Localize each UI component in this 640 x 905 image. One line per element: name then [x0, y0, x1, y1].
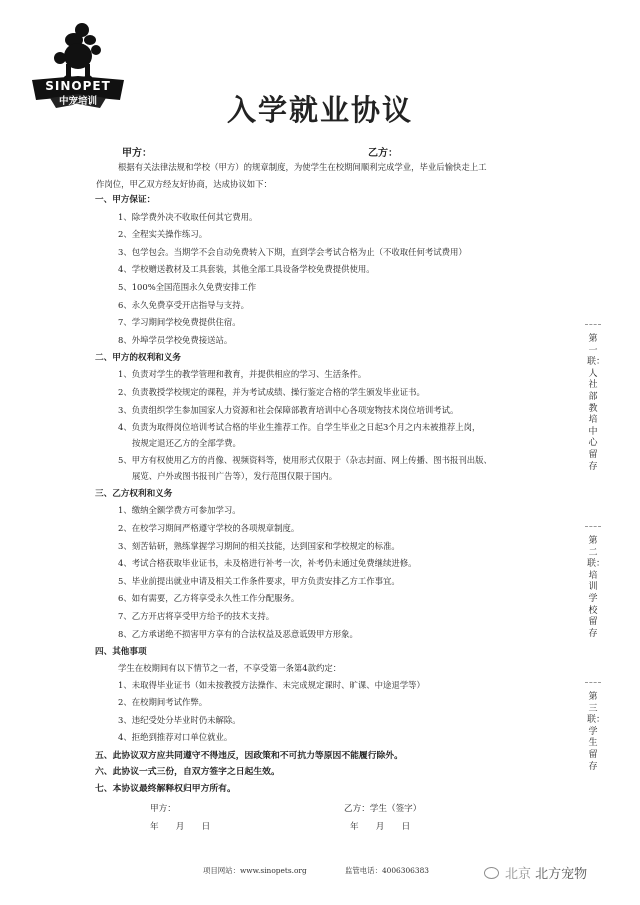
- watermark-city: 北京: [505, 867, 532, 882]
- clause-line: 3、包学包会。当期学不会自动免费转入下期，直到学会考试合格为止（不收取任何考试费用）: [118, 246, 467, 257]
- signature-date-a: 年 月 日: [150, 822, 211, 832]
- closing-clause: 七、本协议最终解释权归甲方所有。: [95, 783, 236, 794]
- logo-brand-en: SINOPET: [45, 79, 111, 93]
- logo-brand-cn: 中宠培训: [58, 96, 97, 107]
- clause-line: 2、全程实关操作练习。: [118, 229, 208, 240]
- party-a-label: 甲方：: [122, 148, 152, 159]
- intro-line: 根据有关法律法规和学校（甲方）的规章制度，为使学生在校期间顺利完成学业，毕业后愉快走上工: [118, 162, 487, 172]
- clause-line: 5、毕业前提出就业申请及相关工作条件要求，甲方负责安排乙方工作事宜。: [118, 575, 400, 586]
- clause-line: 3、负责组织学生参加国家人力资源和社会保障部教育培训中心各项宠物技术岗位培训考试。: [118, 404, 459, 415]
- party-b-label: 乙方：: [368, 148, 398, 159]
- section-heading: 一、甲方保证：: [95, 195, 156, 205]
- clause-line: 2、在校期间考试作弊。: [118, 697, 208, 708]
- clause-line: 7、学习期间学校免费提供住宿。: [118, 317, 241, 328]
- footer-website: 项目网站：www.sinopets.org: [203, 866, 307, 875]
- watermark: [484, 863, 587, 882]
- clause-line: 3、刻苦钻研，熟练掌握学习期间的相关技能，达到国家和学校规定的标准。: [118, 540, 400, 551]
- clause-line: 2、负责教授学校规定的课程，并为考试成绩、操行鉴定合格的学生颁发毕业证书。: [118, 386, 425, 397]
- clause-line: 6、永久免费享受开店指导与支持。: [118, 299, 249, 310]
- clause-line: 展览、户外或图书报刊广告等），发行范围仅限于国内。: [132, 470, 338, 481]
- clause-line: 6、如有需要，乙方将享受永久性工作分配服务。: [118, 593, 300, 604]
- closing-clause: 六、此协议一式三份，自双方签字之日起生效。: [95, 767, 280, 777]
- clause-line: 4、负责为取得岗位培训考试合格的毕业生推荐工作。自学生毕业之日起3个月之内未被推荐上岗，: [118, 422, 481, 433]
- footer-phone: 监管电话：4006306383: [345, 866, 429, 875]
- clause-line: 1、未取得毕业证书（如未按教授方法操作、未完成规定课时、旷课、中途退学等）: [118, 679, 425, 690]
- intro-line: 作岗位，甲乙双方经友好协商，达成协议如下：: [96, 178, 272, 189]
- clause-line: 7、乙方开店将享受甲方给予的技术支持。: [118, 610, 275, 621]
- clause-line: 4、拒绝到推荐对口单位就业。: [118, 732, 233, 743]
- copy-divider: [585, 682, 601, 684]
- closing-clause: 五、此协议双方应共同遵守不得违反，因政策和不可抗力等原因不能履行除外。: [95, 750, 403, 761]
- side-label-copy-2: 第二联：培训学校留存: [587, 536, 606, 639]
- clause-line: 按规定退还乙方的全部学费。: [132, 437, 241, 448]
- side-label-copy-3: 第三联：学生留存: [587, 692, 606, 772]
- section-heading: 四、其他事项: [95, 646, 147, 657]
- clause-line: 2、在校学习期间严格遵守学校的各项规章制度。: [118, 522, 300, 533]
- section-heading: 三、乙方权利和义务: [95, 488, 173, 499]
- wechat-icon: [484, 867, 499, 879]
- side-label-copy-1: 第一联：人社部教培中心留存: [587, 334, 606, 472]
- document-title: 入学就业协议: [226, 93, 413, 127]
- signature-party-a: 甲方：: [150, 804, 176, 814]
- clause-line: 1、缴纳全额学费方可参加学习。: [118, 505, 241, 516]
- section-lead: 学生在校期间有以下情节之一者，不享受第一条第4款约定：: [118, 663, 342, 674]
- copy-divider: [585, 324, 601, 326]
- clause-line: 4、学校赠送教材及工具套装，其他全部工具设备学校免费提供使用。: [118, 264, 375, 275]
- clause-line: 4、考试合格获取毕业证书，未及格进行补考一次，补考仍未通过免费继续进修。: [118, 558, 417, 569]
- clause-line: 3、违纪受处分毕业时仍未解除。: [118, 714, 241, 725]
- clause-line: 1、负责对学生的教学管理和教育，并提供相应的学习、生活条件。: [118, 369, 367, 380]
- copy-divider: [585, 526, 601, 528]
- signature-date-b: 年 月 日: [350, 822, 411, 832]
- section-heading: 二、甲方的权利和义务: [95, 352, 181, 363]
- clause-line: 8、乙方承诺绝不损害甲方享有的合法权益及恶意诋毁甲方形象。: [118, 628, 358, 639]
- signature-party-b: 乙方：学生（签字）: [344, 804, 422, 814]
- clause-line: 5、甲方有权使用乙方的肖像、视频资料等，使用形式仅限于（杂志封面、网上传播、图书报刊出版、: [118, 455, 492, 466]
- watermark-brand: 北方宠物: [535, 867, 588, 882]
- clause-line: 5、100%全国范围永久免费安排工作: [118, 281, 257, 292]
- clause-line: 8、外埠学员学校免费接送站。: [118, 334, 233, 345]
- clause-line: 1、除学费外决不收取任何其它费用。: [118, 211, 258, 222]
